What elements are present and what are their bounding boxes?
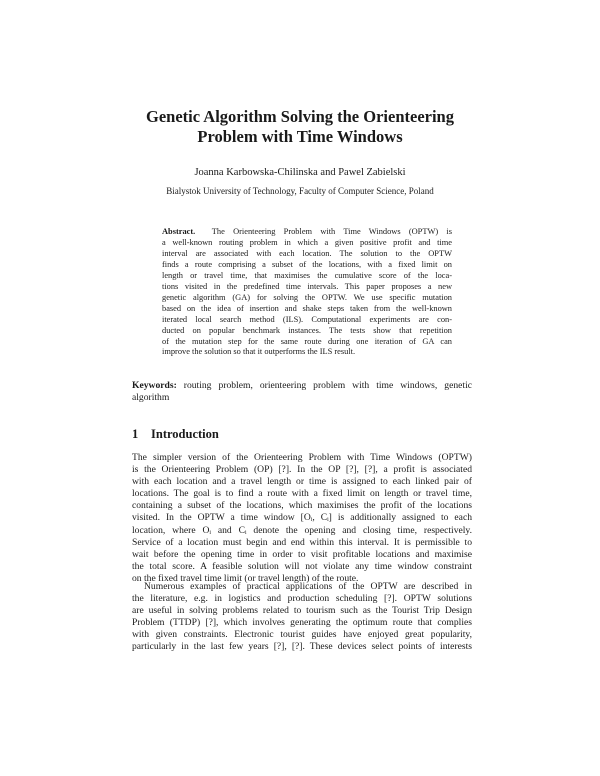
section-title: Introduction — [151, 427, 219, 441]
abstract-line: improve the solution so that it outperforms the ILS result. — [162, 347, 356, 357]
paragraph-line: Numerous examples of practical applications of the OPTW are described in — [144, 581, 472, 592]
abstract-line — [162, 227, 452, 238]
abstract-line: genetic algorithm (GA) for solving the OPTW. We use specific mutation — [162, 292, 452, 302]
paragraph-line: are useful in solving problems related to tourism such as the Tourist Trip Design — [132, 605, 472, 617]
intro-paragraph-2 — [132, 581, 472, 654]
paragraph-line: The simpler version of the Orienteering Problem with Time Windows (OPTW) — [132, 452, 472, 463]
paragraph-line: Service of a location must begin and end within this interval. It is permissible to — [132, 536, 472, 548]
section-heading — [132, 426, 472, 442]
abstract-line: ducted on popular benchmark instances. The tests show that repetition — [162, 325, 452, 335]
abstract-line: a well-known routing problem in which a given positive profit and time — [162, 237, 452, 247]
abstract-line: iterated local search method (ILS). Computational experiments are con- — [162, 314, 452, 324]
paragraph-line: with given constraints. Electronic tourist guides have enjoyed great popularity, — [132, 629, 472, 641]
affiliation: Bialystok University of Technology, Faculty of Computer Science, Poland — [166, 186, 434, 196]
paragraph-line: the literature, e.g. in logistics and production scheduling [?]. OPTW solutions — [132, 593, 472, 605]
abstract-line: of the mutation step for the same route during one iteration of GA can — [162, 336, 452, 346]
abstract-line: length or travel time, that maximises the cumulative score of the loca- — [162, 270, 452, 280]
keywords — [132, 380, 472, 404]
paragraph-line: locations. The goal is to find a route with a fixed limit on length or travel time, — [132, 488, 472, 500]
keywords-label: Keywords: — [132, 380, 177, 391]
keywords-text: routing problem, orienteering problem with time windows, genetic algorithm — [132, 380, 472, 403]
section-number: 1 — [132, 427, 139, 441]
title-line: Genetic Algorithm Solving the Orienteering — [146, 107, 454, 126]
abstract — [162, 227, 452, 358]
authors: Joanna Karbowska-Chilinska and Pawel Zabielski — [194, 167, 406, 178]
paragraph-line: location, where Oᵢ and Cᵢ denote the opening and closing time, respectively. — [132, 524, 472, 536]
paragraph-line: containing a subset of the locations, which maximises the profit of the locations — [132, 500, 472, 512]
abstract-line: interval are associated with each location. The solution to the OPTW — [162, 248, 452, 258]
paragraph-line: is the Orienteering Problem (OP) [?]. In the OP [?], [?], a profit is associated — [132, 464, 472, 476]
paragraph-line: wait before the opening time in order to visit profitable locations and maximise — [132, 548, 472, 560]
paragraph-line: with each location and a travel length or time is assigned to each linked pair of — [132, 476, 472, 488]
paragraph-line: Problem (TTDP) [?], which involves generating the optimum route that complies — [132, 617, 472, 629]
title-line: Problem with Time Windows — [197, 127, 403, 146]
paragraph-line: on the fixed travel time limit (or travel length) of the route. — [132, 572, 359, 584]
abstract-line: tions visited in the predefined time intervals. This paper proposes a new — [162, 281, 452, 291]
abstract-line: based on the idea of insertion and shake steps taken from the well-known — [162, 303, 452, 313]
paragraph-line: the total score. A feasible solution will not violate any time window constraint — [132, 560, 472, 572]
paragraph-line: visited. In the OPTW a time window [Oᵢ, Cᵢ] is additionally assigned to each — [132, 512, 472, 524]
abstract-label: Abstract. — [162, 227, 196, 236]
paper-title — [100, 107, 500, 147]
intro-paragraph-1 — [132, 452, 472, 585]
abstract-line: finds a route comprising a subset of the locations, with a fixed limit on — [162, 259, 452, 269]
abstract-text: The Orienteering Problem with Time Windows (OPTW) is — [211, 227, 452, 236]
paragraph-line: particularly in the last few years [?], [?]. These devices select points of interests — [132, 641, 472, 653]
